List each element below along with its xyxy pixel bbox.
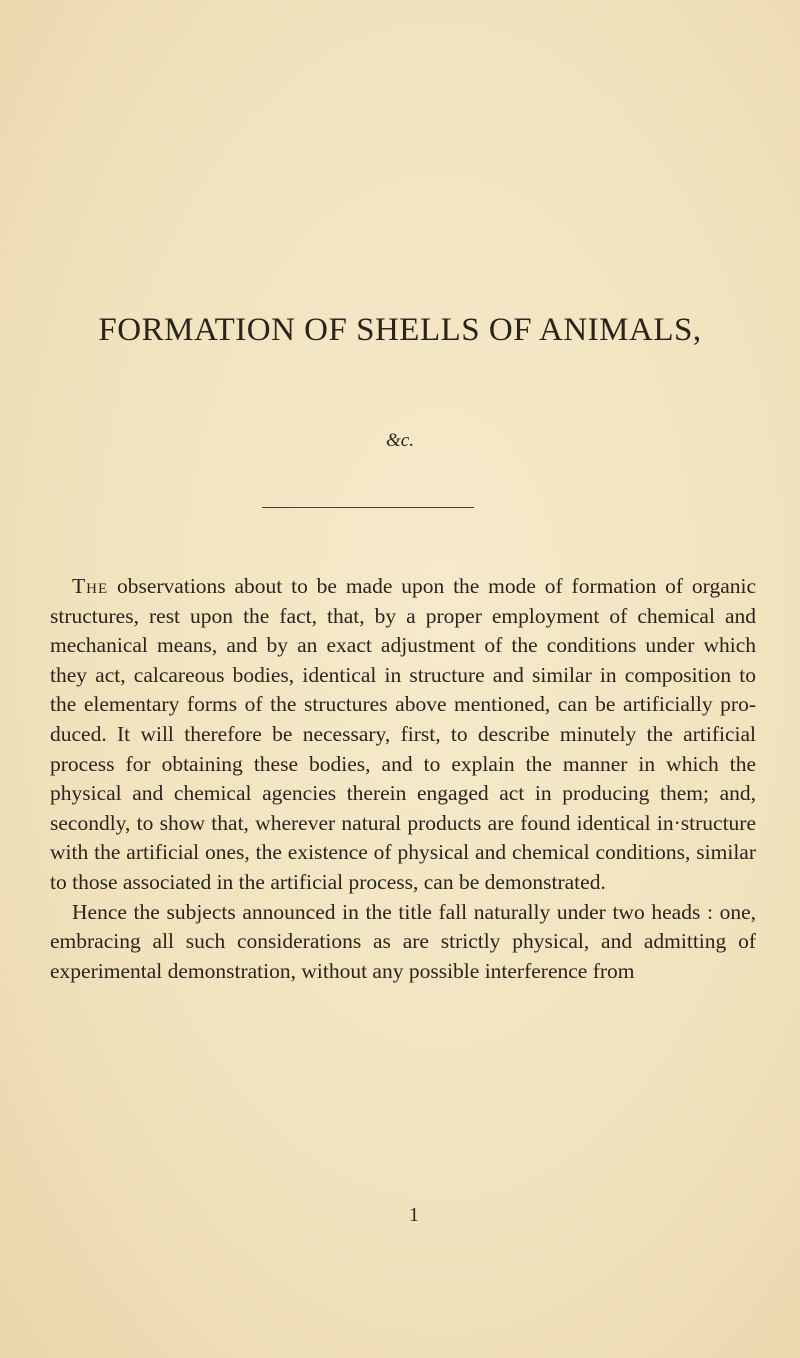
paragraph-2 <box>50 898 756 987</box>
paragraph-1 <box>50 572 756 898</box>
paragraph-1-text: observations about to be made upon the mode of formation of organic structures, rest upon the fact, that, by a proper employment of chemical and mechanical means, and by an exact adjustment of the conditions under which they act, calcareous bodies, identical in structure and similar in composition to the elementary forms of the structures above mentioned, can be artificially produced. It will therefore be necessary, first, to describe minutely the artificial process for obtaining these bodies, and to explain the manner in which the physical and chemical agencies therein engaged act in producing them; and, secondly, to show that, wherever natural products are found identical in·structure with the artificial ones, the existence of physical and chemical conditions, similar to those associated in the artificial process, can be demonstrated. <box>50 574 756 894</box>
chapter-subtitle: &c. <box>386 430 414 451</box>
paragraph-lead-word: The <box>72 574 109 598</box>
page-number: 1 <box>409 1204 419 1226</box>
body-text <box>50 572 756 986</box>
chapter-title: FORMATION OF SHELLS OF ANIMALS, <box>98 312 702 348</box>
title-divider <box>262 507 474 508</box>
paragraph-2-text: Hence the subjects announced in the title fall naturally under two heads : one, embracing all such considerations as are strictly physical, and admitting of experimental demonstration, without any possible interference from <box>50 899 756 983</box>
